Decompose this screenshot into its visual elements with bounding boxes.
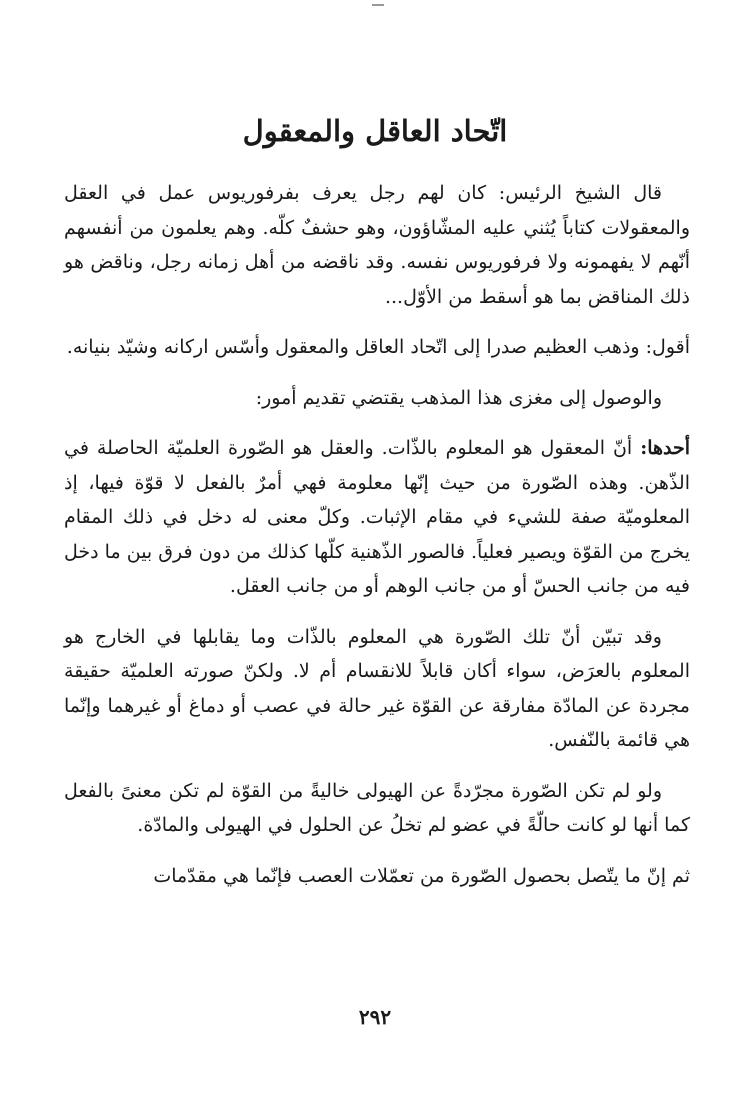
paragraph-2: أقول: وذهب العظيم صدرا إلى اتّحاد العاقل والمعقول وأسّس اركانه وشيّد بنيانه. (66, 336, 690, 358)
paragraph-6: ولو لم تكن الصّورة مجرّدةً عن الهيولى خاليةً من القوّة لم تكن معنىً بالفعل كما أنها لو كانت حالّةً في عضو لم تخلُ عن الحلول في الهيولى والمادّة. (64, 779, 690, 836)
paragraph-1: قال الشيخ الرئيس: كان لهم رجل يعرف بفرفوريوس عمل في العقل والمعقولات كتاباً يُثني عليه المشّاؤون، وهو حشفٌ كلّه. وهم يعلمون من أنفسهم أنّهم لا يفهمونه ولا فرفوريوس نفسه. وقد ناقضه من أهل زمانه رجل، وناقض هو ذلك المناقض بما هو أسقط من الأوّل... (64, 182, 690, 308)
paragraph-5: وقد تبيّن أنّ تلك الصّورة هي المعلوم بالذّات وما يقابلها في الخارج هو المعلوم بالعرَض، سواء أكان قابلاً للانقسام أم لا. ولكنّ صورته العلميّة حقيقة مجردة عن المادّة مفارقة عن القوّة غير حالة في عصب أو دماغ أو غيرهما وإنّما هي قائمة بالنّفس. (64, 625, 690, 751)
paragraph-7: ثم إنّ ما يتّصل بحصول الصّورة من تعمّلات العصب فإنّما هي مقدّمات (153, 864, 690, 887)
paragraph-4 (64, 431, 690, 604)
lead-word: أحدها: (640, 437, 691, 459)
page-number: ٢٩٢ (358, 1005, 392, 1029)
paragraph-3: والوصول إلى مغزى هذا المذهب يقتضي تقديم أمور: (255, 386, 662, 409)
paragraph-4-text: أنّ المعقول هو المعلوم بالذّات. والعقل هو الصّورة العلميّة الحاصلة في الذّهن. وهذه الصّورة من حيث إنّها معلومة فهي أمرٌ بالفعل لا قوّة فيها، إذ المعلوميّة صفة للشيء في مقام الإثبات. وكلّ معنى له دخل في ذلك المقام يخرج من القوّة ويصير فعلياً. فالصور الذّهنية كلّها كذلك من دون فرق بين ما دخل فيه من جانب الحسّ أو من جانب الوهم أو من جانب العقل. (64, 437, 690, 597)
body-text (64, 176, 690, 909)
chapter-title: اتّحاد العاقل والمعقول (242, 114, 508, 148)
scan-mark (372, 4, 384, 6)
